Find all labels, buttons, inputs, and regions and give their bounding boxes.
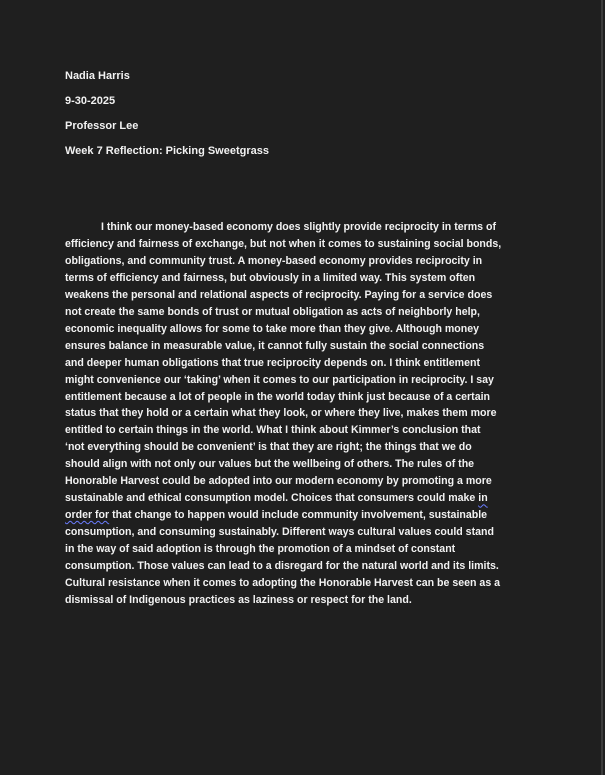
paragraph-line: efficiency and fairness of exchange, but not when it comes to sustaining social bonds, bbox=[65, 237, 502, 250]
paragraph-line: Honorable Harvest could be adopted into our modern economy by promoting a more bbox=[65, 475, 492, 488]
paragraph-line: should align with not only our values but the wellbeing of others. The rules of the bbox=[65, 458, 475, 471]
paragraph-line: entitled to certain things in the world. What I think about Kimmer’s conclusion that bbox=[65, 424, 481, 437]
paragraph-line: status that they hold or a certain what they look, or where they live, makes them more bbox=[65, 407, 497, 420]
paragraph-line: sustainable and ethical consumption model. Choices that consumers could make in bbox=[65, 492, 488, 505]
paragraph-line: not create the same bonds of trust or mutual obligation as acts of neighborly help, bbox=[65, 305, 480, 318]
paragraph-line: Cultural resistance when it comes to adopting the Honorable Harvest can be seen as a bbox=[65, 577, 501, 590]
date: 9-30-2025 bbox=[65, 95, 116, 107]
paragraph-line: order for that change to happen would include community involvement, sustainable bbox=[65, 509, 488, 522]
professor-name: Professor Lee bbox=[65, 120, 139, 132]
paragraph-line: consumption. Those values can lead to a disregard for the natural world and its limits. bbox=[65, 560, 499, 573]
paragraph-line: and deeper human obligations that true reciprocity depends on. I think entitlement bbox=[65, 356, 480, 369]
paragraph-line: weakens the personal and relational aspects of reciprocity. Paying for a service does bbox=[65, 288, 493, 301]
paragraph-line: ‘not everything should be convenient’ is that they are right; the things that we do bbox=[65, 441, 472, 454]
paragraph-line: consumption, and consuming sustainably. Different ways cultural values could stand bbox=[65, 526, 494, 539]
paragraph-line: might convenience our ‘taking’ when it comes to our participation in reciprocity. I say bbox=[65, 373, 494, 386]
spellcheck-flagged-text[interactable]: in bbox=[478, 492, 488, 505]
spellcheck-flagged-text[interactable]: order for bbox=[65, 509, 110, 522]
paragraph-line: in the way of said adoption is through the promotion of a mindset of constant bbox=[65, 543, 456, 556]
paragraph-line: terms of efficiency and fairness, but obviously in a limited way. This system often bbox=[65, 271, 476, 284]
paragraph-line: obligations, and community trust. A money-based economy provides reciprocity in bbox=[65, 254, 483, 267]
document-title: Week 7 Reflection: Picking Sweetgrass bbox=[65, 145, 269, 157]
paragraph-line: ensures balance in measurable value, it cannot fully sustain the social connections bbox=[65, 339, 485, 352]
reflection-paragraph bbox=[65, 219, 535, 609]
paragraph-line: dismissal of Indigenous practices as laziness or respect for the land. bbox=[65, 593, 412, 606]
paragraph-line: entitlement because a lot of people in the world today think just because of a certain bbox=[65, 390, 491, 403]
paragraph-line: I think our money-based economy does slightly provide reciprocity in terms of bbox=[101, 221, 496, 233]
author-name: Nadia Harris bbox=[65, 70, 130, 82]
paragraph-line: economic inequality allows for some to take more than they give. Although money bbox=[65, 322, 480, 335]
